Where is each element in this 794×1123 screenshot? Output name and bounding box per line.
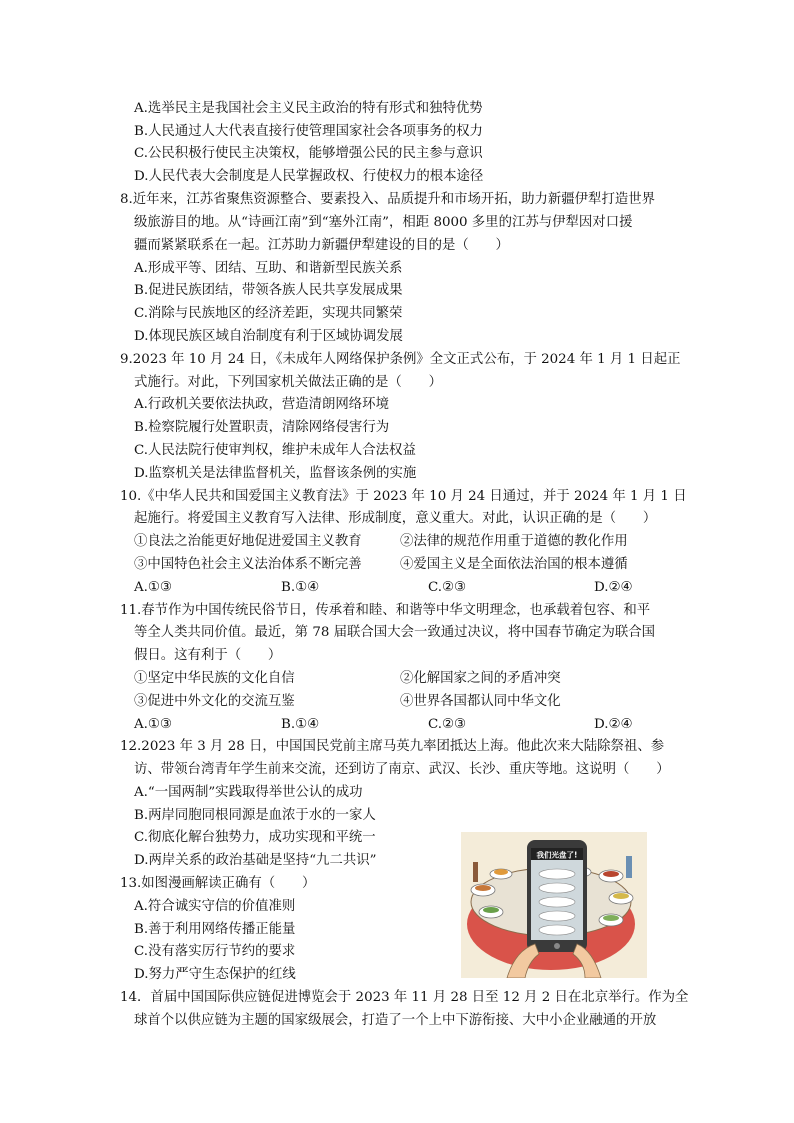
q8-option-c: C.消除与民族地区的经济差距，实现共同繁荣: [134, 306, 403, 321]
q9-option-a: A.行政机关要依法执政，营造清朗网络环境: [134, 397, 389, 412]
q7-option-d: D.人民代表大会制度是人民掌握政权、行使权力的根本途径: [134, 169, 484, 184]
q8-option-a: A.形成平等、团结、互助、和谐新型民族关系: [134, 261, 403, 276]
q11-choice-a: A.①③: [134, 717, 172, 732]
q12-option-a: A.“一国两制”实践取得举世公认的成功: [134, 785, 363, 800]
q8-stem-line1: 8.近年来，江苏省聚焦资源整合、要素投入、品质提升和市场开拓，助力新疆伊犁打造世界: [120, 192, 656, 207]
q9-option-b: B.检察院履行处置职责，清除网络侵害行为: [134, 420, 390, 435]
q12-stem-line2: 访、带领台湾青年学生前来交流，还到访了南京、武汉、长沙、重庆等地。这说明（ ）: [134, 762, 670, 777]
q9-option-d: D.监察机关是法律监督机关，监督该条例的实施: [134, 466, 417, 481]
cartoon-bottle: [626, 856, 632, 878]
q10-stem-line2: 起施行。将爱国主义教育写入法律、形成制度，意义重大。对此，认识正确的是（ ）: [134, 511, 657, 526]
q10-item-3: ③中国特色社会主义法治体系不断完善: [134, 557, 362, 572]
cartoon-phone-button: [554, 943, 560, 949]
q11-stem-line3: 假日。这有利于（ ）: [134, 648, 282, 663]
q12-stem-line1: 12.2023 年 3 月 28 日，中国国民党前主席马英九率团抵达上海。他此次来大陆除祭祖、参: [120, 739, 665, 754]
q11-stem-line1: 11.春节作为中国传统民俗节日，传承着和睦、和谐等中华文明理念，也承载着包容、和平: [120, 603, 651, 618]
q13-option-a: A.符合诚实守信的价值准则: [134, 899, 296, 914]
q10-item-2: ②法律的规范作用重于道德的教化作用: [400, 534, 628, 549]
q10-choice-a: A.①③: [134, 580, 172, 595]
q11-item-3: ③促进中外文化的交流互鉴: [134, 694, 295, 709]
q8-option-b: B.促进民族团结，带领各族人民共享发展成果: [134, 283, 403, 298]
q12-option-c: C.彻底化解台独势力，成功实现和平统一: [134, 830, 376, 845]
q11-choice-b: B.①④: [281, 717, 320, 732]
q13-option-b: B.善于利用网络传播正能量: [134, 922, 296, 937]
q13-option-d: D.努力严守生态保护的红线: [134, 967, 296, 982]
q9-stem-line1: 9.2023 年 10 月 24 日，《未成年人网络保护条例》全文正式公布，于 2024 年 1 月 1 日起正: [120, 352, 681, 367]
q10-item-4: ④爱国主义是全面依法治国的根本遵循: [400, 557, 628, 572]
q11-choice-d: D.②④: [594, 717, 633, 732]
q11-item-4: ④世界各国都认同中华文化: [400, 694, 561, 709]
q11-stem-line2: 等全人类共同价值。最近，第 78 届联合国大会一致通过决议，将中国春节确定为联合国: [134, 625, 656, 640]
q12-option-d: D.两岸关系的政治基础是坚持“九二共识”: [134, 853, 377, 868]
q13-stem: 13.如图漫画解读正确有（ ）: [120, 876, 316, 891]
q14-stem-line2: 球首个以供应链为主题的国家级展会，打造了一个上中下游衔接、大中小企业融通的开放: [134, 1013, 657, 1028]
q11-item-1: ①坚定中华民族的文化自信: [134, 671, 295, 686]
q7-option-c: C.公民积极行使民主决策权，能够增强公民的民主参与意识: [134, 146, 483, 161]
q8-option-d: D.体现民族区域自治制度有利于区域协调发展: [134, 329, 403, 344]
q8-stem-line3: 疆而紧紧联系在一起。江苏助力新疆伊犁建设的目的是（ ）: [134, 238, 509, 253]
cartoon-caption: 我们光盘了!: [536, 850, 578, 860]
q7-option-b: B.人民通过人大代表直接行使管理国家社会各项事务的权力: [134, 124, 483, 139]
q9-option-c: C.人民法院行使审判权，维护未成年人合法权益: [134, 443, 416, 458]
q10-choice-b: B.①④: [281, 580, 320, 595]
q13-cartoon-image: [461, 832, 647, 978]
q12-option-b: B.两岸同胞同根同源是血浓于水的一家人: [134, 808, 376, 823]
cartoon-bottle: [473, 862, 478, 882]
q10-item-1: ①良法之治能更好地促进爱国主义教育: [134, 534, 362, 549]
q9-stem-line2: 式施行。对此，下列国家机关做法正确的是（ ）: [134, 375, 442, 390]
q11-item-2: ②化解国家之间的矛盾冲突: [400, 671, 561, 686]
q11-choice-c: C.②③: [428, 717, 467, 732]
q10-choice-c: C.②③: [428, 580, 467, 595]
q10-stem-line1: 10.《中华人民共和国爱国主义教育法》于 2023 年 10 月 24 日通过，并于 2024 年 1 月 1 日: [120, 489, 687, 504]
q8-stem-line2: 级旅游目的地。从“诗画江南”到“塞外江南”，相距 8000 多里的江苏与伊犁因对口援: [134, 215, 633, 230]
q10-choice-d: D.②④: [594, 580, 633, 595]
q13-option-c: C.没有落实厉行节约的要求: [134, 944, 296, 959]
q14-stem-line1: 14．首届中国国际供应链促进博览会于 2023 年 11 月 28 日至 12 月 2 日在北京举行。作为全: [120, 990, 689, 1005]
q7-option-a: A.选举民主是我国社会主义民主政治的特有形式和独特优势: [134, 101, 483, 116]
